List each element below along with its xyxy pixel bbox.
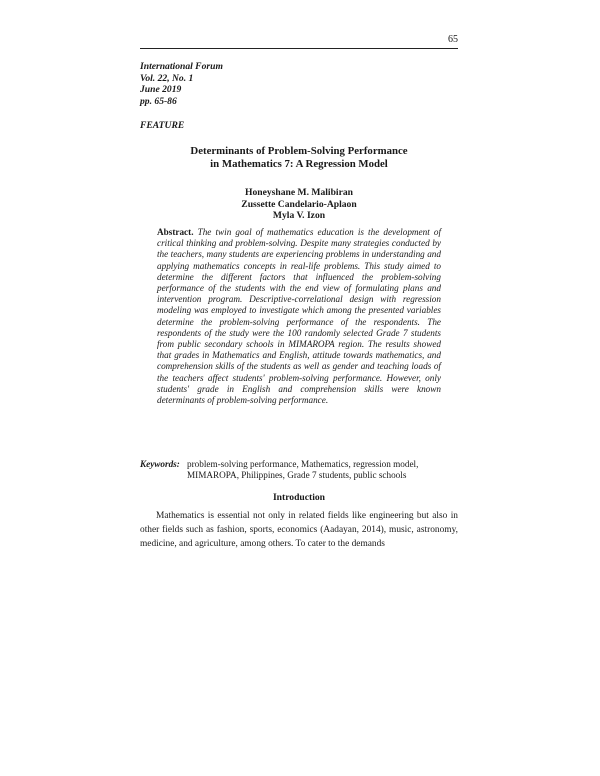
title-line-2: in Mathematics 7: A Regression Model bbox=[210, 158, 388, 170]
journal-volume: Vol. 22, No. 1 bbox=[140, 72, 194, 84]
keywords-text: problem-solving performance, Mathematics, regression model, MIMAROPA, Philippines, Grade 7 students, public schools bbox=[187, 459, 419, 481]
author-name: Myla V. Izon bbox=[272, 210, 326, 221]
paper-title bbox=[140, 145, 458, 171]
abstract-label: Abstract. bbox=[157, 227, 194, 237]
section-label: FEATURE bbox=[140, 120, 185, 131]
journal-name: International Forum bbox=[140, 61, 223, 72]
abstract-text: The twin goal of mathematics education is the development of critical thinking and problem-solving. Despite many strategies conducted by the teachers, many students are experiencing problems in understanding and applying mathematics concepts in real-life problems. This study aimed to determine the different factors that influenced the problem-solving performance of the students with the end view of formulating plans and intervention program. Descriptive-correlational design with regression modeling was employed to investigate which among the presented variables determine the problem-solving performance of the respondents. The respondents of the study were the 100 randomly selected Grade 7 students from public secondary schools in MIMAROPA region. The results showed that grades in Mathematics and English, attitude towards mathematics, and comprehension skills of the students as well as gender and teaching loads of the teachers affect students' problem-solving performance. However, only students' grade in English and comprehension skills were known determinants of problem-solving performance. bbox=[157, 227, 442, 406]
introduction-paragraph: Mathematics is essential not only in related fields like engineering but also in other fields such as fashion, sports, economics (Aadayan, 2014), music, astronomy, medicine, and agriculture, among others. To cater to the demands bbox=[140, 511, 458, 549]
author-name: Zussette Candelario-Aplaon bbox=[241, 198, 357, 210]
keywords-label: Keywords: bbox=[140, 459, 180, 469]
author-name: Honeyshane M. Malibiran bbox=[245, 187, 353, 198]
abstract bbox=[157, 227, 441, 406]
keywords bbox=[140, 459, 458, 482]
author-list bbox=[140, 187, 458, 222]
title-line-1: Determinants of Problem-Solving Performance bbox=[190, 145, 408, 157]
journal-info bbox=[140, 61, 223, 107]
introduction-heading: Introduction bbox=[272, 492, 326, 503]
journal-pages: pp. 65-86 bbox=[140, 95, 177, 107]
header-rule bbox=[140, 48, 458, 49]
page-number: 65 bbox=[448, 34, 458, 45]
journal-date: June 2019 bbox=[140, 84, 182, 95]
